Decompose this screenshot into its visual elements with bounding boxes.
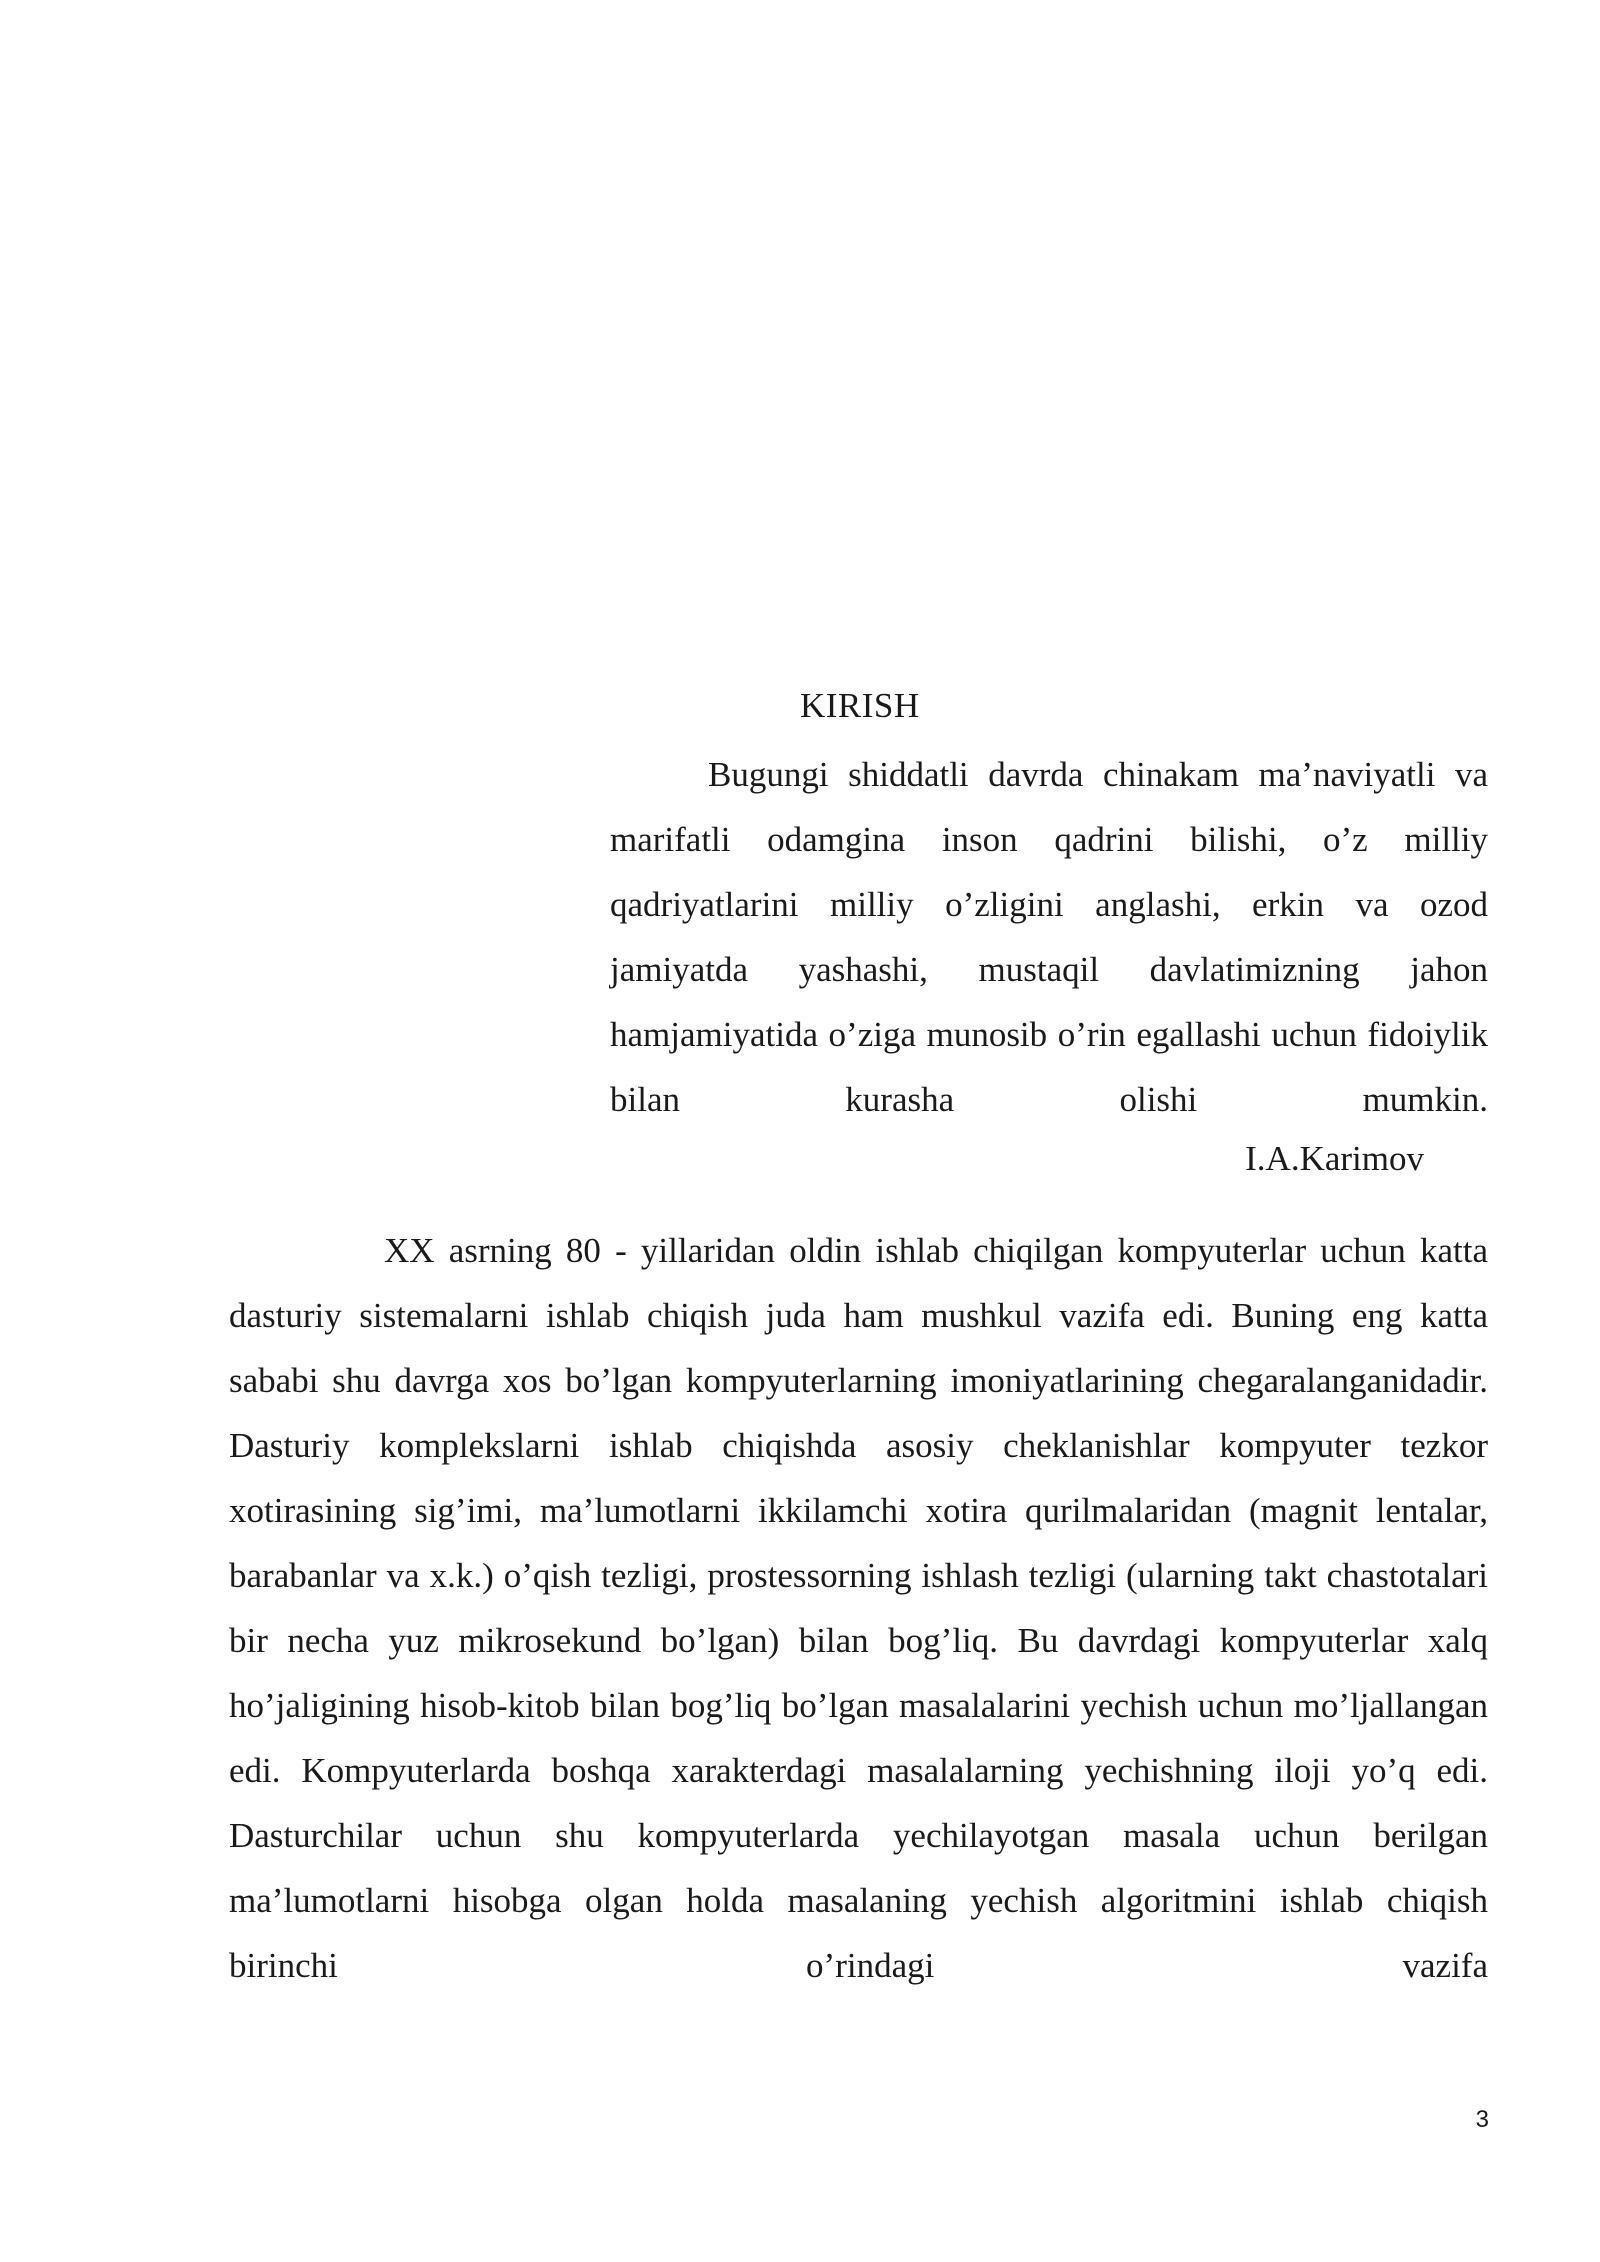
section-heading: KIRISH — [800, 686, 920, 725]
page-number: 3 — [1475, 2106, 1489, 2133]
epigraph-author: I.A.Karimov — [1245, 1139, 1424, 1178]
body-paragraph: XX asrning 80 - yillaridan oldin ishlab chiqilgan kompyuterlar uchun katta dasturiy sistemalarni ishlab chiqish juda ham mushkul vazifa edi. Buning eng katta sababi shu davrga xos bo’lgan kompyuterlarning imoniyatlarining chegaralanganidadir. Dasturiy komplekslarni ishlab chiqishda asosiy cheklanishlar kompyuter tezkor xotirasining sig’imi, ma’lumotlarni ikkilamchi xotira qurilmalaridan (magnit lentalar, barabanlar va x.k.) o’qish tezligi, prostessorning ishlash tezligi (ularning takt chastotalari bir necha yuz mikrosekund bo’lgan) bilan bog’liq. Bu davrdagi kompyuterlar xalq ho’jaligining hisob-kitob bilan bog’liq bo’lgan masalalarini yechish uchun mo’ljallangan edi. Kompyuterlarda boshqa xarakterdagi masalalarning yechishning iloji yo’q edi. Dasturchilar uchun shu kompyuterlarda yechilayotgan masala uchun berilgan ma’lumotlarni hisobga olgan holda masalaning yechish algoritmini ishlab chiqish birinchi o’rindagi vazifa — [229, 1231, 1488, 1985]
epigraph-quote: Bugungi shiddatli davrda chinakam ma’naviyatli va marifatli odamgina inson qadrini bilishi, o’z milliy qadriyatlarini milliy o’zligini anglashi, erkin va ozod jamiyatda yashashi, mustaqil davlatimizning jahon hamjamiyatida o’ziga munosib o’rin egallashi uchun fidoiylik bilan kurasha olishi mumkin. — [610, 755, 1488, 1119]
